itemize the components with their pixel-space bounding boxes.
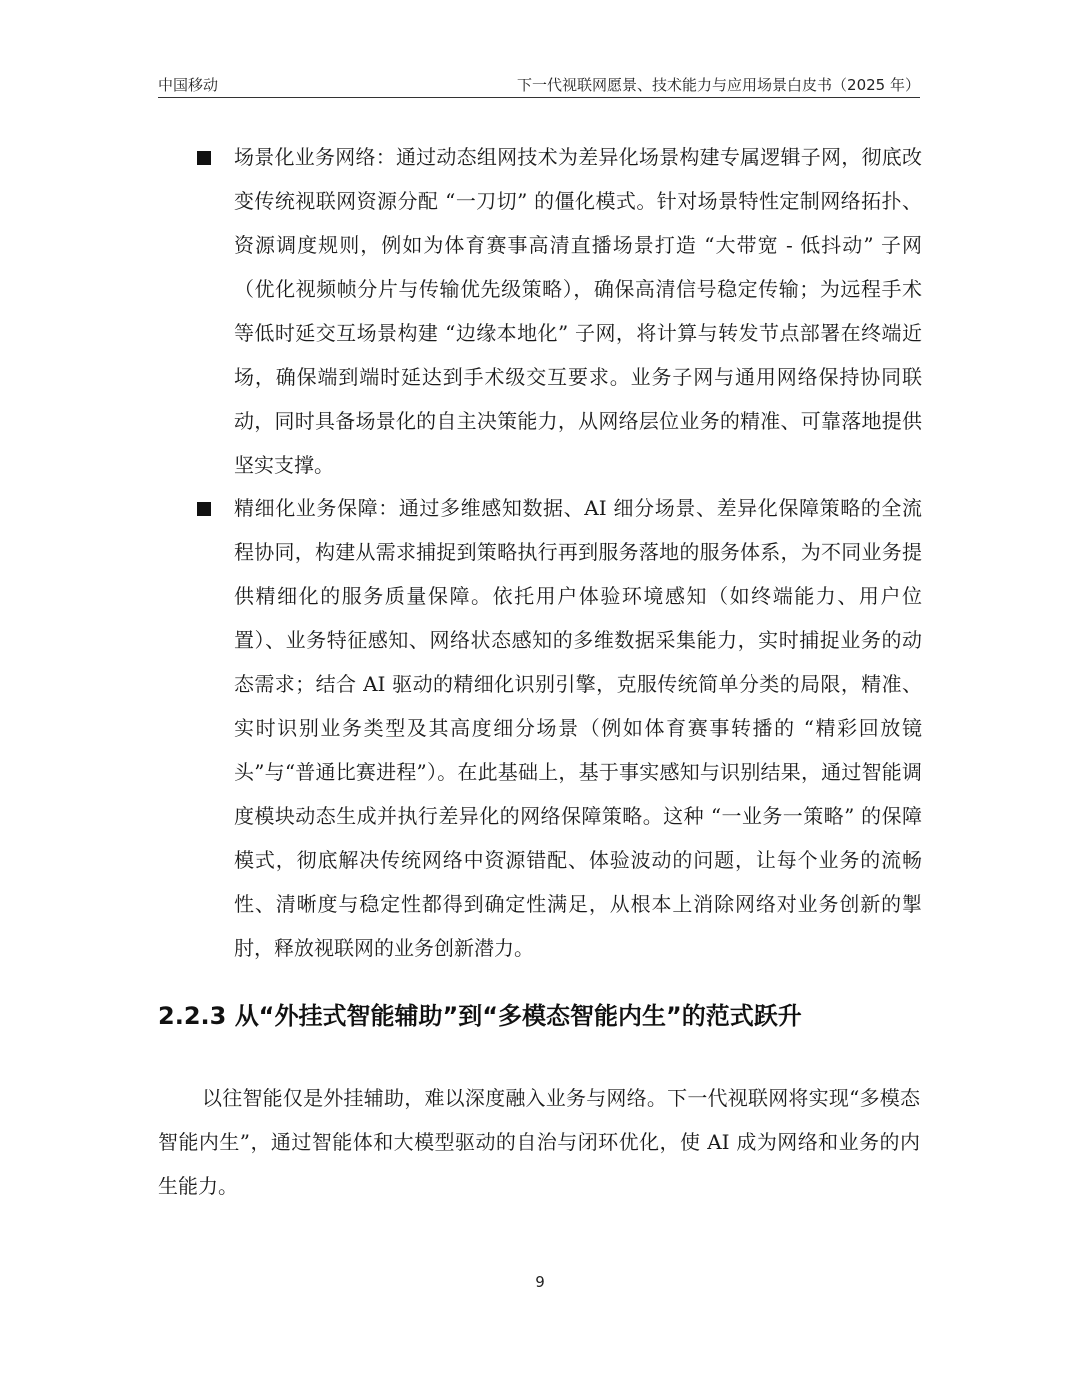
body-paragraph: 以往智能仅是外挂辅助，难以深度融入业务与网络。下一代视联网将实现“多模态智能内生”，通过智能体和大模型驱动的自治与闭环优化，使 AI 成为网络和业务的内生能力。 <box>158 1086 920 1198</box>
bullet-square-icon <box>197 151 211 165</box>
header-org: 中国移动 <box>158 76 219 94</box>
bullet-square-icon <box>197 502 211 516</box>
header-divider <box>158 97 920 98</box>
section-heading: 2.2.3 从“外挂式智能辅助”到“多模态智能内生”的范式跃升 <box>158 1002 802 1030</box>
header-doc-title: 下一代视联网愿景、技术能力与应用场景白皮书（2025 年） <box>517 76 920 94</box>
bullet-item-fine-grained-assurance: 精细化业务保障：通过多维感知数据、AI 细分场景、差异化保障策略的全流程协同，构建从需求捕捉到策略执行再到服务落地的服务体系，为不同业务提供精细化的服务质量保障。依托用户体验环境感知（如终端能力、用户位置）、业务特征感知、网络状态感知的多维数据采集能力，实时捕捉业务的动态需求；结合 AI 驱动的精细化识别引擎，克服传统简单分类的局限，精准、实时识别业务类型及其高度细分场景（例如体育赛事转播的 “精彩回放镜头”与“普通比赛进程”）。在此基础上，基于事实感知与识别结果，通过智能调度模块动态生成并执行差异化的网络保障策略。这种 “一业务一策略” 的保障模式，彻底解决传统网络中资源错配、体验波动的问题，让每个业务的流畅性、清晰度与稳定性都得到确定性满足，从根本上消除网络对业务创新的掣肘，释放视联网的业务创新潜力。 <box>234 496 922 960</box>
page-header <box>158 74 920 98</box>
page-number: 9 <box>535 1273 545 1291</box>
bullet-item-scenario-network: 场景化业务网络：通过动态组网技术为差异化场景构建专属逻辑子网，彻底改变传统视联网资源分配 “一刀切” 的僵化模式。针对场景特性定制网络拓扑、资源调度规则，例如为体育赛事高清直播场景打造 “大带宽 - 低抖动” 子网（优化视频帧分片与传输优先级策略），确保高清信号稳定传输；为远程手术等低时延交互场景构建 “边缘本地化” 子网，将计算与转发节点部署在终端近场，确保端到端时延达到手术级交互要求。业务子网与通用网络保持协同联动，同时具备场景化的自主决策能力，从网络层位业务的精准、可靠落地提供坚实支撑。 <box>234 145 922 477</box>
